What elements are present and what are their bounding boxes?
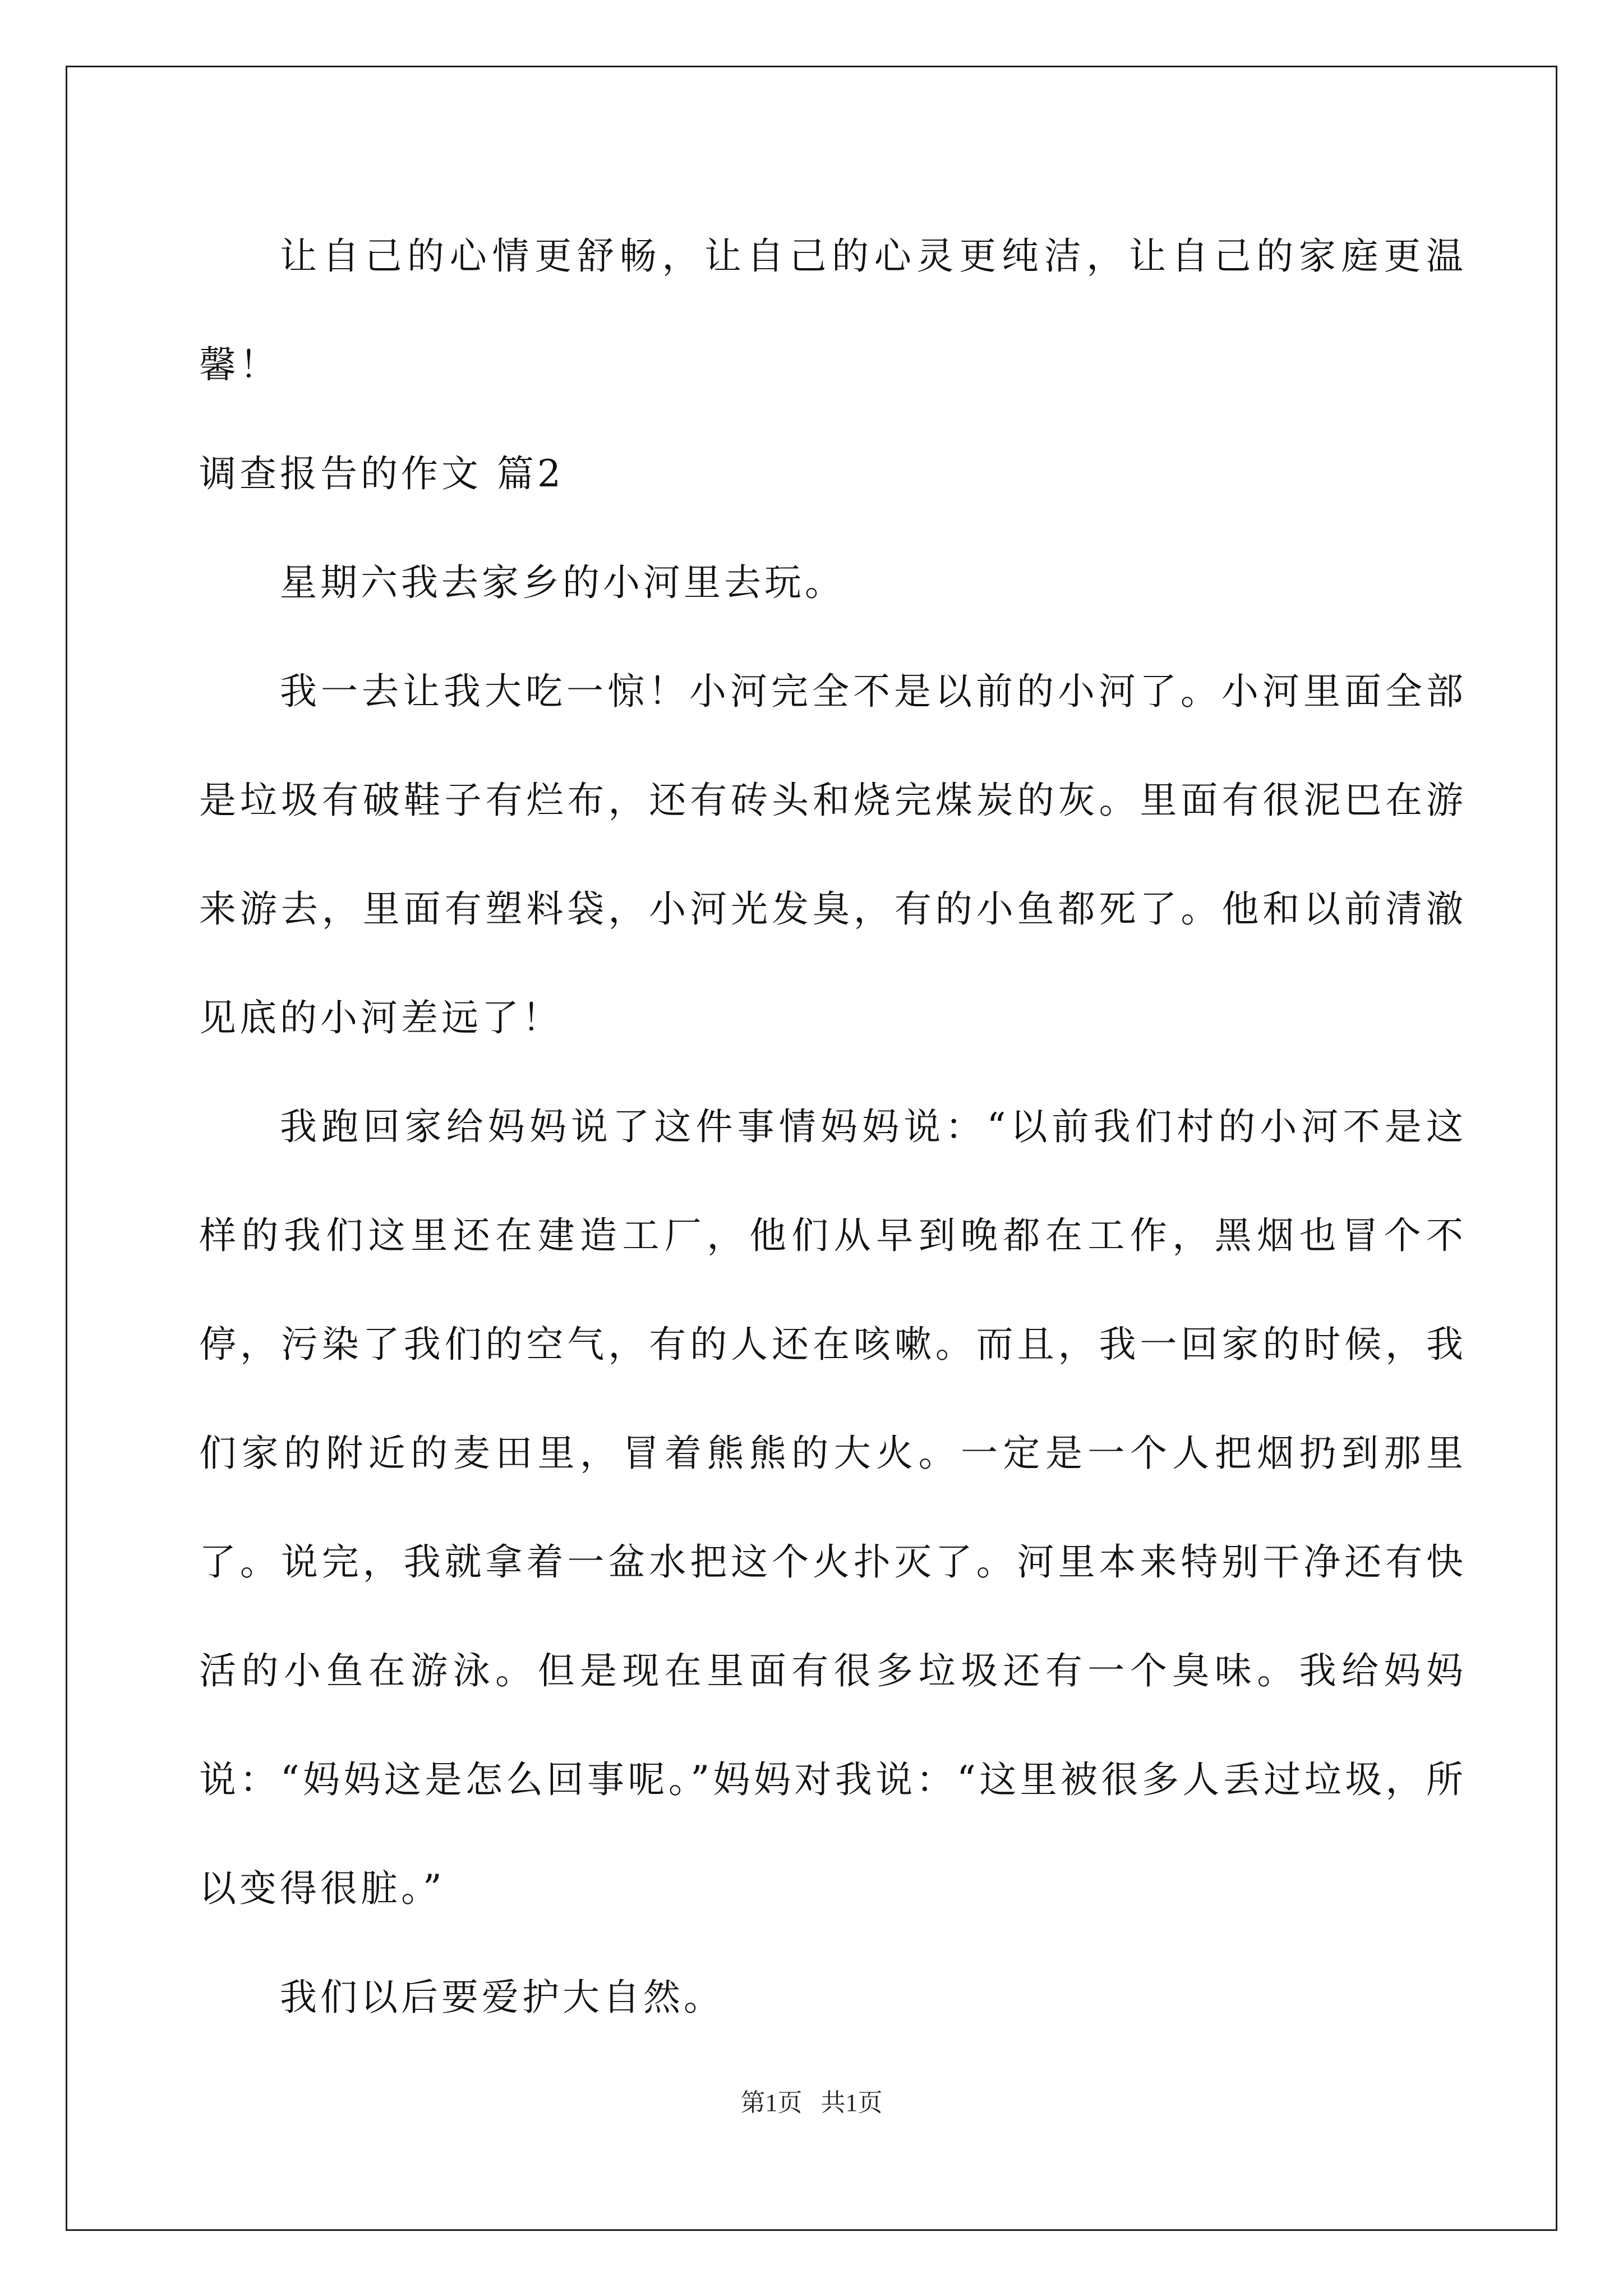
section-heading: 调查报告的作文 篇2: [199, 452, 564, 495]
page-number-total: 共1页: [820, 2089, 883, 2116]
paragraph-2: 我一去让我大吃一惊！小河完全不是以前的小河了。小河里面全部是垃圾有破鞋子有烂布，还有砖头和烧完煤炭的灰。里面有很泥巴在游来游去，里面有塑料袋，小河光发臭，有的小鱼都死了。他和以前清澈见底的小河差远了！: [199, 670, 1467, 1039]
page-number-current: 第1页: [740, 2089, 803, 2116]
paragraph-4: 我们以后要爱护大自然。: [280, 1976, 724, 2019]
document-body: [199, 202, 1467, 2052]
page-footer: [0, 2082, 1623, 2118]
paragraph-1: 星期六我去家乡的小河里去玩。: [280, 561, 845, 604]
paragraph-intro-continuation: 让自己的心情更舒畅，让自己的心灵更纯洁，让自己的家庭更温馨！: [199, 234, 1467, 386]
paragraph-3: 我跑回家给妈妈说了这件事情妈妈说：“以前我们村的小河不是这样的我们这里还在建造工厂，他们从早到晚都在工作，黑烟也冒个不停，污染了我们的空气，有的人还在咳嗽。而且，我一回家的时候，我们家的附近的麦田里，冒着熊熊的大火。一定是一个人把烟扔到那里了。说完，我就拿着一盆水把这个火扑灭了。河里本来特别干净还有快活的小鱼在游泳。但是现在里面有很多垃圾还有一个臭味。我给妈妈说：“妈妈这是怎么回事呢。”妈妈对我说：“这里被很多人丢过垃圾，所以变得很脏。”: [199, 1105, 1467, 1910]
